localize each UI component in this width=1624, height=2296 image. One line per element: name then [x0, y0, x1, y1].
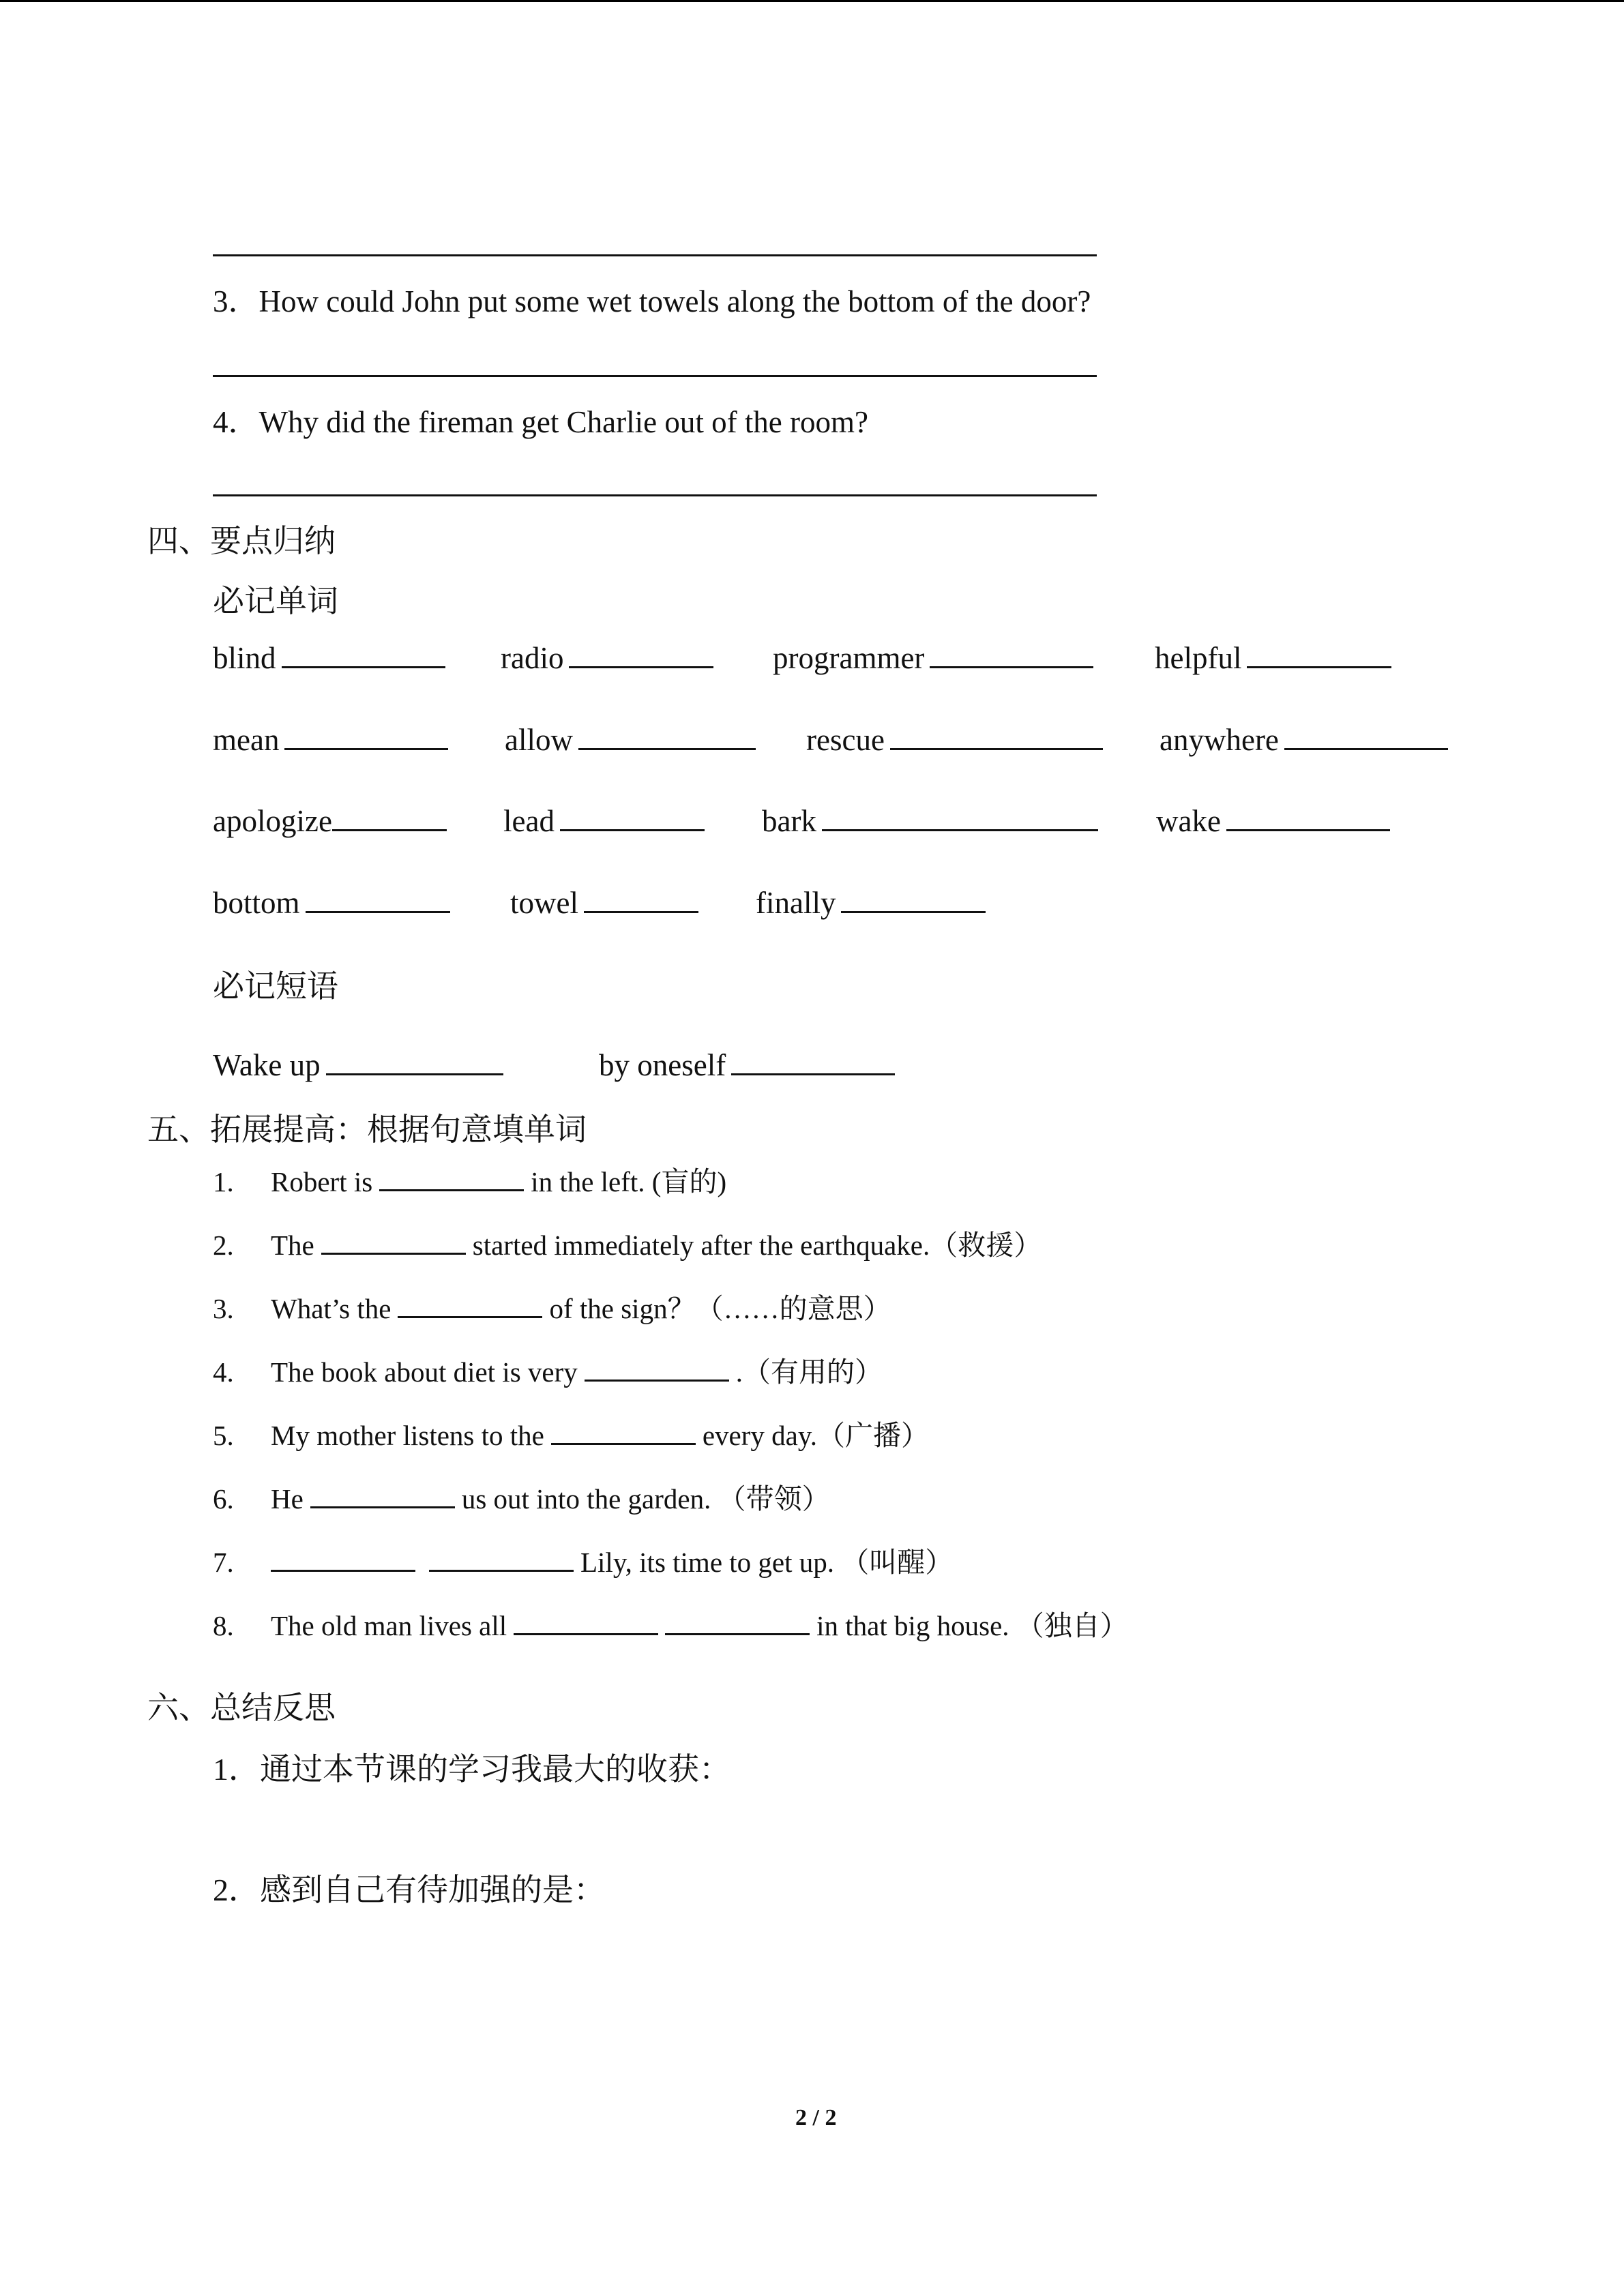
section-5-title: 五、拓展提高：根据句意填单词: [147, 1112, 587, 1147]
exercise-blank[interactable]: [585, 1355, 729, 1382]
vocab-item: [213, 884, 450, 921]
reflection-number: 1．: [213, 1752, 260, 1787]
reflection-item-1: [213, 1744, 730, 1789]
vocab-item: [213, 639, 445, 676]
exercise-number: 6.: [213, 1483, 234, 1515]
reflection-item-2: [213, 1865, 605, 1910]
vocab-word: mean: [213, 723, 280, 757]
vocab-item: [762, 802, 1098, 839]
exercise-text-before: My mother listens to the: [271, 1420, 544, 1451]
vocab-word: programmer: [773, 641, 925, 675]
exercise-blank[interactable]: [551, 1418, 696, 1445]
exercise-blank[interactable]: [514, 1609, 658, 1635]
exercise-number: 8.: [213, 1610, 234, 1641]
vocab-blank[interactable]: [569, 639, 713, 668]
exercise-text-before: Robert is: [271, 1166, 373, 1197]
reflection-number: 2．: [213, 1873, 260, 1907]
vocab-item: [213, 721, 448, 758]
vocab-item: [1156, 802, 1390, 839]
vocab-blank[interactable]: [306, 884, 450, 913]
vocab-item: [503, 802, 705, 839]
exercise-text-before: The: [271, 1229, 314, 1261]
phrase-text: Wake up: [213, 1048, 321, 1082]
vocab-word: allow: [505, 723, 573, 757]
exercise-text-after: .（有用的）: [735, 1356, 883, 1388]
vocab-word: rescue: [806, 723, 885, 757]
vocab-item: [501, 639, 713, 676]
section-4-title: 四、要点归纳: [147, 524, 336, 558]
vocab-blank[interactable]: [1247, 639, 1391, 668]
reflection-text: 通过本节课的学习我最大的收获：: [260, 1752, 730, 1787]
vocab-item: [1160, 721, 1448, 758]
exercise-text-after: every day.（广播）: [702, 1420, 929, 1451]
phrase-item: [599, 1046, 895, 1083]
vocab-word: blind: [213, 641, 276, 675]
words-heading: 必记单词: [213, 584, 338, 618]
exercise-text-after: in the left. (盲的): [531, 1166, 727, 1197]
vocab-blank[interactable]: [841, 884, 986, 913]
vocab-word: anywhere: [1160, 723, 1279, 757]
phrase-text: by oneself: [599, 1048, 726, 1082]
vocab-blank[interactable]: [890, 721, 1103, 750]
vocab-blank[interactable]: [282, 639, 445, 668]
exercise-number: 7.: [213, 1547, 234, 1578]
exercise-blank[interactable]: [310, 1482, 455, 1508]
page-number: 2 / 2: [795, 2105, 837, 2130]
exercise-item-3: [213, 1286, 891, 1326]
question-number: 4．: [213, 405, 259, 439]
phrase-item: [213, 1046, 503, 1083]
question-text: Why did the fireman get Charlie out of the room?: [259, 405, 868, 439]
answer-line: [213, 254, 1097, 256]
exercise-text-before: What’s the: [271, 1293, 392, 1324]
exercise-text-after: of the sign？（……的意思）: [549, 1293, 891, 1324]
exercise-number: 1.: [213, 1166, 234, 1197]
vocab-blank[interactable]: [1284, 721, 1448, 750]
reflection-text: 感到自己有待加强的是：: [260, 1873, 605, 1907]
vocab-item: [213, 802, 447, 839]
vocab-item: [505, 721, 756, 758]
vocab-blank[interactable]: [584, 884, 698, 913]
vocab-blank[interactable]: [1226, 802, 1390, 831]
vocab-word: towel: [510, 886, 578, 920]
vocab-word: radio: [501, 641, 564, 675]
vocab-blank[interactable]: [822, 802, 1098, 831]
exercise-blank[interactable]: [271, 1545, 415, 1572]
question-number: 3．: [213, 284, 259, 318]
vocab-blank[interactable]: [930, 639, 1093, 668]
exercise-number: 3.: [213, 1293, 234, 1324]
exercise-item-6: [213, 1476, 830, 1517]
exercise-item-1: [213, 1159, 726, 1199]
vocab-word: lead: [503, 804, 555, 838]
exercise-text-after: us out into the garden. （带领）: [461, 1483, 830, 1515]
exercise-blank[interactable]: [398, 1292, 542, 1318]
exercise-item-5: [213, 1413, 929, 1453]
exercise-number: 5.: [213, 1420, 234, 1451]
exercise-number: 2.: [213, 1229, 234, 1261]
question-text: How could John put some wet towels along the bottom of the door?: [259, 284, 1091, 318]
vocab-item: [806, 721, 1103, 758]
exercise-text-before: The old man lives all: [271, 1610, 507, 1641]
vocab-word: bottom: [213, 886, 300, 920]
exercise-blank[interactable]: [379, 1165, 524, 1191]
vocab-blank[interactable]: [284, 721, 448, 750]
vocab-word: bark: [762, 804, 816, 838]
vocab-item: [1155, 639, 1391, 676]
vocab-item: [756, 884, 986, 921]
vocab-blank[interactable]: [578, 721, 756, 750]
vocab-word: wake: [1156, 804, 1221, 838]
vocab-blank[interactable]: [560, 802, 705, 831]
vocab-item: [510, 884, 698, 921]
exercise-blank[interactable]: [429, 1545, 574, 1572]
vocab-word: apologize: [213, 804, 332, 838]
phrase-blank[interactable]: [326, 1046, 503, 1075]
exercise-text-after: Lily, its time to get up. （叫醒）: [580, 1547, 954, 1578]
question-4: [213, 397, 868, 441]
exercise-text-after: in that big house. （独自）: [816, 1610, 1128, 1641]
exercise-text-before: The book about diet is very: [271, 1356, 578, 1388]
exercise-text-before: He: [271, 1483, 304, 1515]
phrases-heading: 必记短语: [213, 969, 338, 1004]
exercise-item-2: [213, 1223, 1042, 1263]
question-3: [213, 276, 1091, 320]
exercise-item-4: [213, 1350, 883, 1390]
vocab-item: [773, 639, 1093, 676]
exercise-text-after: started immediately after the earthquake.（救援）: [472, 1229, 1042, 1261]
phrase-blank[interactable]: [731, 1046, 895, 1075]
vocab-blank[interactable]: [332, 802, 447, 831]
vocab-word: finally: [756, 886, 836, 920]
answer-line: [213, 494, 1097, 496]
exercise-item-8: [213, 1603, 1128, 1643]
section-6-title: 六、总结反思: [147, 1690, 336, 1725]
answer-line: [213, 375, 1097, 377]
exercise-number: 4.: [213, 1356, 234, 1388]
vocab-word: helpful: [1155, 641, 1242, 675]
exercise-item-7: [213, 1540, 953, 1580]
page-top-border: [0, 0, 1624, 2]
exercise-blank[interactable]: [665, 1609, 810, 1635]
exercise-blank[interactable]: [321, 1228, 466, 1255]
